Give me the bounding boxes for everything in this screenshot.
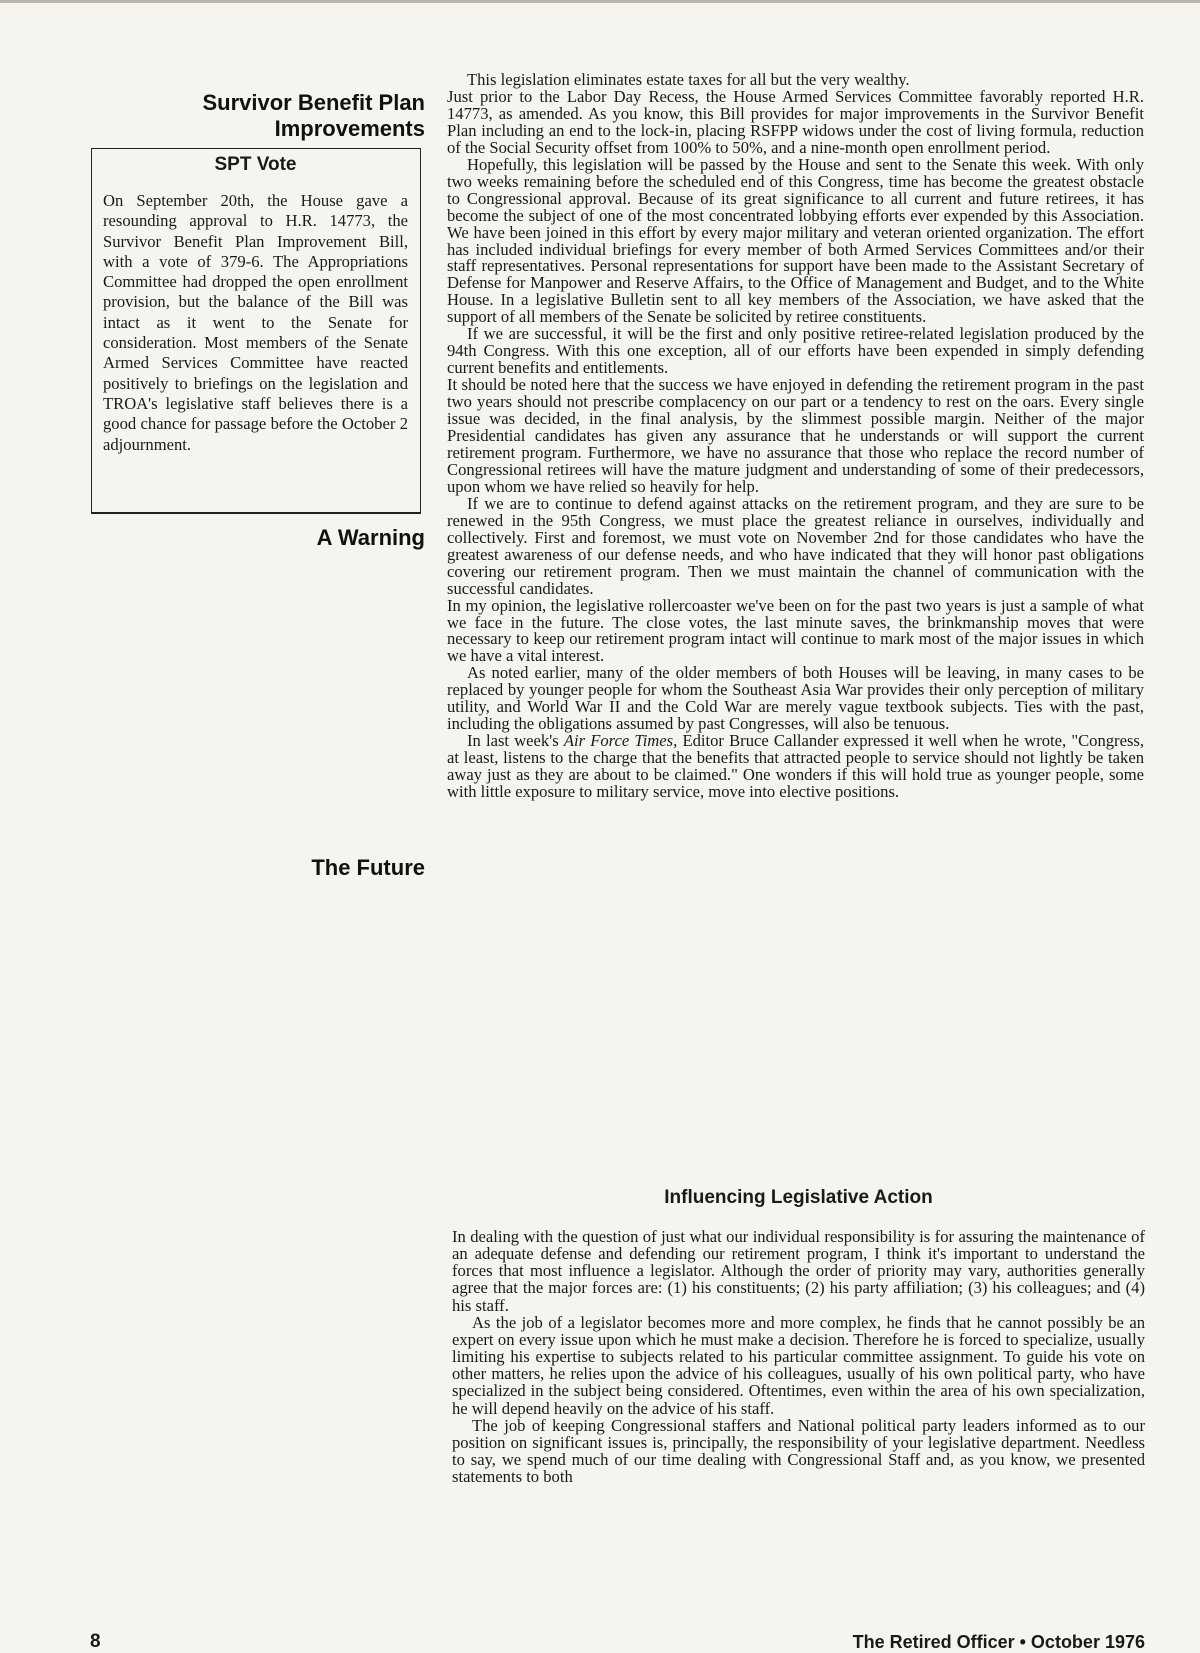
sidebox-title: SPT Vote (214, 154, 297, 175)
page-number: 8 (90, 1631, 101, 1652)
heading-survivor-benefit-plan (202, 90, 425, 142)
paragraph-5: It should be noted here that the success we have enjoyed in defending the retirement program in the past two years should not prescribe complacency on our part or a tendency to rest on the oars. Every single issue was decided, in the final analysis, by the slimmest possible margin. Neither of the major Presidential candidates has given any assurance that he understands or will support the current retirement program. Furthermore, we have no assurance that those who replace the record number of Congressional retirees will have the mature judgment and understanding of some of their predecessors, upon whom we have relied so heavily for help. (447, 375, 1144, 496)
paragraph-8: As noted earlier, many of the older members of both Houses will be leaving, in many cases to be replaced by younger people for whom the Southeast Asia War provides their only perception of military utility, and World War II and the Cold War are merely vague textbook subjects. Ties with the past, including the obligations assumed by past Congresses, will also be tenuous. (447, 663, 1144, 734)
paragraph-11: As the job of a legislator becomes more and more complex, he finds that he cannot possibly be an expert on every issue upon which he must make a decision. Therefore he is forced to specialize, usually limiting his expertise to subjects related to his particular committee assignment. To guide his vote on other matters, he relies upon the advice of his colleagues, usually of his own political party, who have specialized in the subject being considered. Oftentimes, even within the area of his own specialization, he will depend heavily on the advice of his staff. (452, 1312, 1145, 1418)
heading-survivor-line1: Survivor Benefit Plan (202, 90, 425, 115)
heading-influencing-legislative-action: Influencing Legislative Action (664, 1187, 933, 1208)
paragraph-1: This legislation eliminates estate taxes for all but the very wealthy. (467, 70, 910, 89)
main-column-lower (452, 1228, 1145, 1485)
main-column-upper (447, 72, 1144, 801)
publication-footer: The Retired Officer • October 1976 (852, 1632, 1145, 1652)
paragraph-9-rest: Editor Bruce Callander expressed it well when he wrote, "Congress, at least, listens to the charge that the benefits that attracted people to service should not lightly be taken away just as they are about to be claimed." One wonders if this will hold true as younger people, some with little exposure to military service, move into elective positions. (447, 731, 1145, 802)
spt-vote-sidebox (91, 148, 421, 514)
paragraph-2: Just prior to the Labor Day Recess, the House Armed Services Committee favorably reported H.R. 14773, as amended. As you know, this Bill provides for major improvements in the Survivor Benefit Plan including an end to the lock-in, placing RSFPP widows under the cost of living formula, reduction of the Social Security offset from 100% to 50%, and a nine-month open enrollment period. (447, 86, 1144, 157)
paragraph-9 (447, 733, 1144, 801)
heading-a-warning: A Warning (316, 525, 425, 550)
heading-the-future: The Future (311, 855, 425, 880)
paragraph-12: The job of keeping Congressional staffers and National political party leaders informed as to our position on significant issues is, principally, the responsibility of your legislative department. Needless to say, we spend much of our time dealing with Congressional Staff and, as you know, we presented statements to both (452, 1415, 1145, 1487)
air-force-times-title: Air Force Times, (563, 731, 678, 751)
paragraph-6: If we are to continue to defend against attacks on the retirement program, and they are sure to be renewed in the 95th Congress, we must place the greatest reliance in ourselves, individually and collectively. First and foremost, we must vote on November 2nd for those candidates who have the greatest awareness of our defense needs, and who have indicated that they will honor past obligations covering our retirement program. Then we must maintain the channel of communication with the successful candidates. (447, 493, 1144, 598)
sidebox-body: On September 20th, the House gave a resounding approval to H.R. 14773, the Survivor Benefit Plan Improvement Bill, with a vote of 379-6. The Appropriations Committee had dropped the open enrollment provision, but the balance of the Bill was intact as it went to the Senate for consideration. Most members of the Senate Armed Services Committee have reacted positively to briefings on the legislation and TROA's legislative staff believes there is a good chance for passage before the October 2 adjournment. (103, 191, 408, 454)
paragraph-4: If we are successful, it will be the first and only positive retiree-related legislation produced by the 94th Congress. With this one exception, all of our efforts have been expended in simply defending current benefits and entitlements. (447, 324, 1144, 378)
top-rule (0, 0, 1200, 3)
paragraph-7: In my opinion, the legislative rollercoaster we've been on for the past two years is just a sample of what we face in the future. The close votes, the last minute saves, the brinkmanship moves that were necessary to keep our retirement program intact will continue to mark most of the major issues in which we have a vital interest. (447, 595, 1144, 666)
paragraph-3: Hopefully, this legislation will be passed by the House and sent to the Senate this week. With only two weeks remaining before the scheduled end of this Congress, time has become the greatest obstacle to Congressional approval. Because of its great significance to all current and future retirees, it has become the subject of one of the most concentrated lobbying efforts ever expended by this Association. We have been joined in this effort by every major military and veteran oriented organization. The effort has included individual briefings for every member of both Armed Services Committees and/or their staff representatives. Personal representations for support have been made to the Assistant Secretary of Defense for Manpower and Reserve Affairs, to the Office of Management and Budget, and to the White House. In a legislative Bulletin sent to all key members of the Association, we have asked that the support of all members of the Senate be solicited by retiree constituents. (447, 154, 1144, 327)
paragraph-9-lead: In last week's (467, 731, 564, 751)
paragraph-10: In dealing with the question of just what our individual responsibility is for assuring the maintenance of an adequate defense and defending our retirement program, I think it's important to understand the forces that most influence a legislator. Although the order of priority may vary, authorities generally agree that the major forces are: (1) his constituents; (2) his party affiliation; (3) his colleagues; and (4) his staff. (452, 1227, 1145, 1315)
heading-survivor-line2: Improvements (274, 116, 425, 141)
